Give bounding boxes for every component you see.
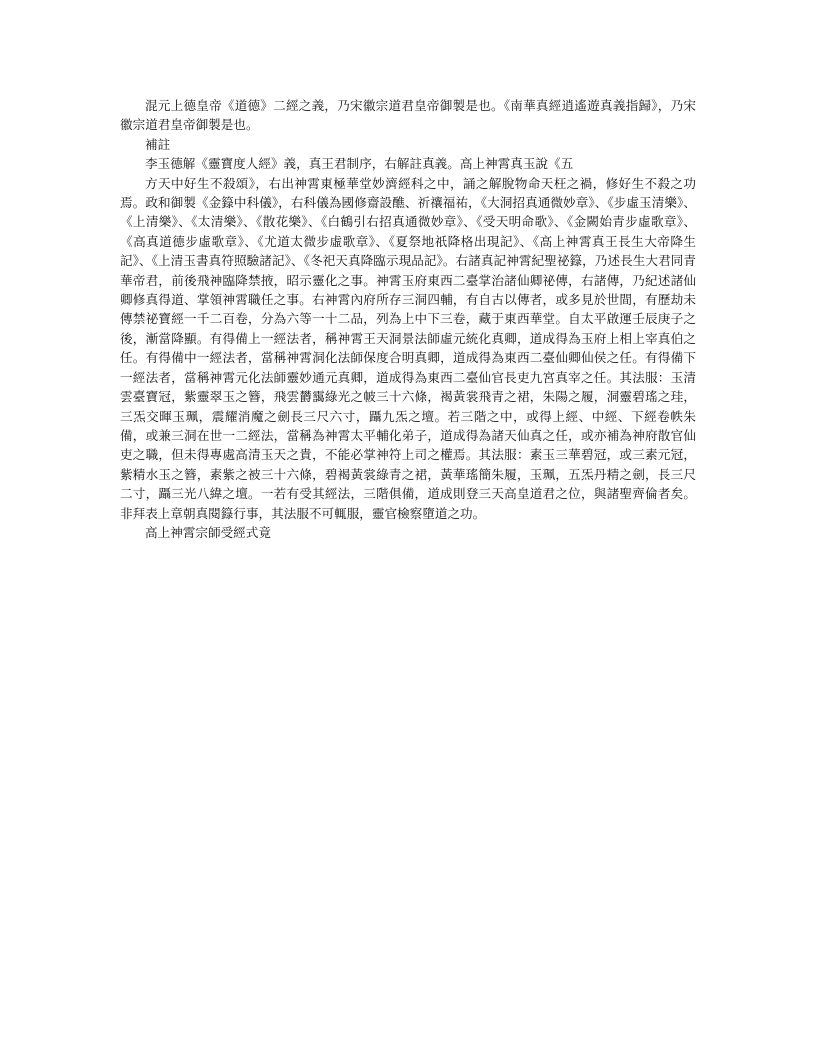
paragraph-closing: 高上神霄宗師受經式竟 bbox=[145, 524, 271, 540]
document-page bbox=[120, 96, 696, 542]
paragraph-title-note: 混元上德皇帝《道德》二經之義，乃宋徽宗道君皇帝御製是也。《南華真經逍遙遊真義指歸》，乃宋徽宗道君皇帝御製是也。 bbox=[120, 98, 696, 133]
paragraph-main-body: 方天中好生不殺頌》，右出神霄東極華堂妙濟經科之中，誦之解脫物命天枉之禍，修好生不殺之功焉。政和御製《金籙中科儀》，右科儀為國修齋設醮、祈禳福祐，《大洞招真通微妙章》、《步虛玉清樂》、《上清樂》、《太清樂》、《散花樂》、《白鶴引右招真通微妙章》、《受天明命歌》、《金闕始青步虛歌章》、《高真道德步虛歌章》、《尤道太微步虛歌章》、《夏祭地祇降格出現記》、《高上神霄真王長生大帝降生記》、《上清玉書真符照驗諸記》、《冬祀天真降臨示現品記》。右諸真記神霄紀聖祕籙，乃述長生大君同青華帝君，前後飛神臨降禁掖，昭示靈化之事。神霄玉府東西二臺掌治諸仙卿祕傳，右諸傳，乃紀述諸仙卿修真得道、掌領神霄職任之事。右神霄內府所存三洞四輔，有自古以傳者，或多見於世間，有歷劫未傳禁祕寶經一千二百卷，分為六等一十二品，列為上中下三卷，藏于東西華堂。自太平啟運壬辰庚子之後，漸當降顯。有得備上一經法者，稱神霄王天洞景法師虛元統化真卿，道成得為玉府上相上宰真伯之任。有得備中一經法者，當稱神霄洞化法師保度合明真卿，道成得為東西二臺仙卿仙侯之任。有得備下一經法者，當稱神霄元化法師靈妙通元真卿，道成得為東西二臺仙官長吏九宮真宰之任。其法服：玉清雲臺寶冠，紫靈翠玉之簪，飛雲欝靄綠光之帔三十六條，褐黃裳飛青之裙，朱陽之履，洞靈碧瑤之珪，三炁交暉玉珮，震耀消魔之劍長三尺六寸，躡九炁之壇。若三階之中，或得上經、中經、下經卷帙朱備，或兼三洞在世一二經法，當稱為神霄太平輔化弟子，道成得為諸天仙真之任，或亦補為神府散官仙吏之職，但未得專處高清玉天之貴，不能必掌神符上司之權焉。其法服：素玉三華碧冠，或三素元冠，紫精水玉之簪，素紫之被三十六條，碧褐黃裳綠青之裙，黃華瑤簡朱履，玉珮，五炁丹精之劍，長三尺二寸，躡三光八緯之壇。一若有受其經法，三階俱備，道成則登三天高皇道君之位，與諸聖齊倫者矣。非拜表上章朝真閱籙行事，其法服不可輒服，靈官檢察墮道之功。 bbox=[120, 175, 696, 521]
paragraph-commentary-intro: 李玉德解《靈寶度人經》義，真王君制序，右解註真義。高上神霄真玉說《五 bbox=[145, 156, 574, 172]
paragraph-supplementary-heading: 補註 bbox=[145, 136, 171, 152]
